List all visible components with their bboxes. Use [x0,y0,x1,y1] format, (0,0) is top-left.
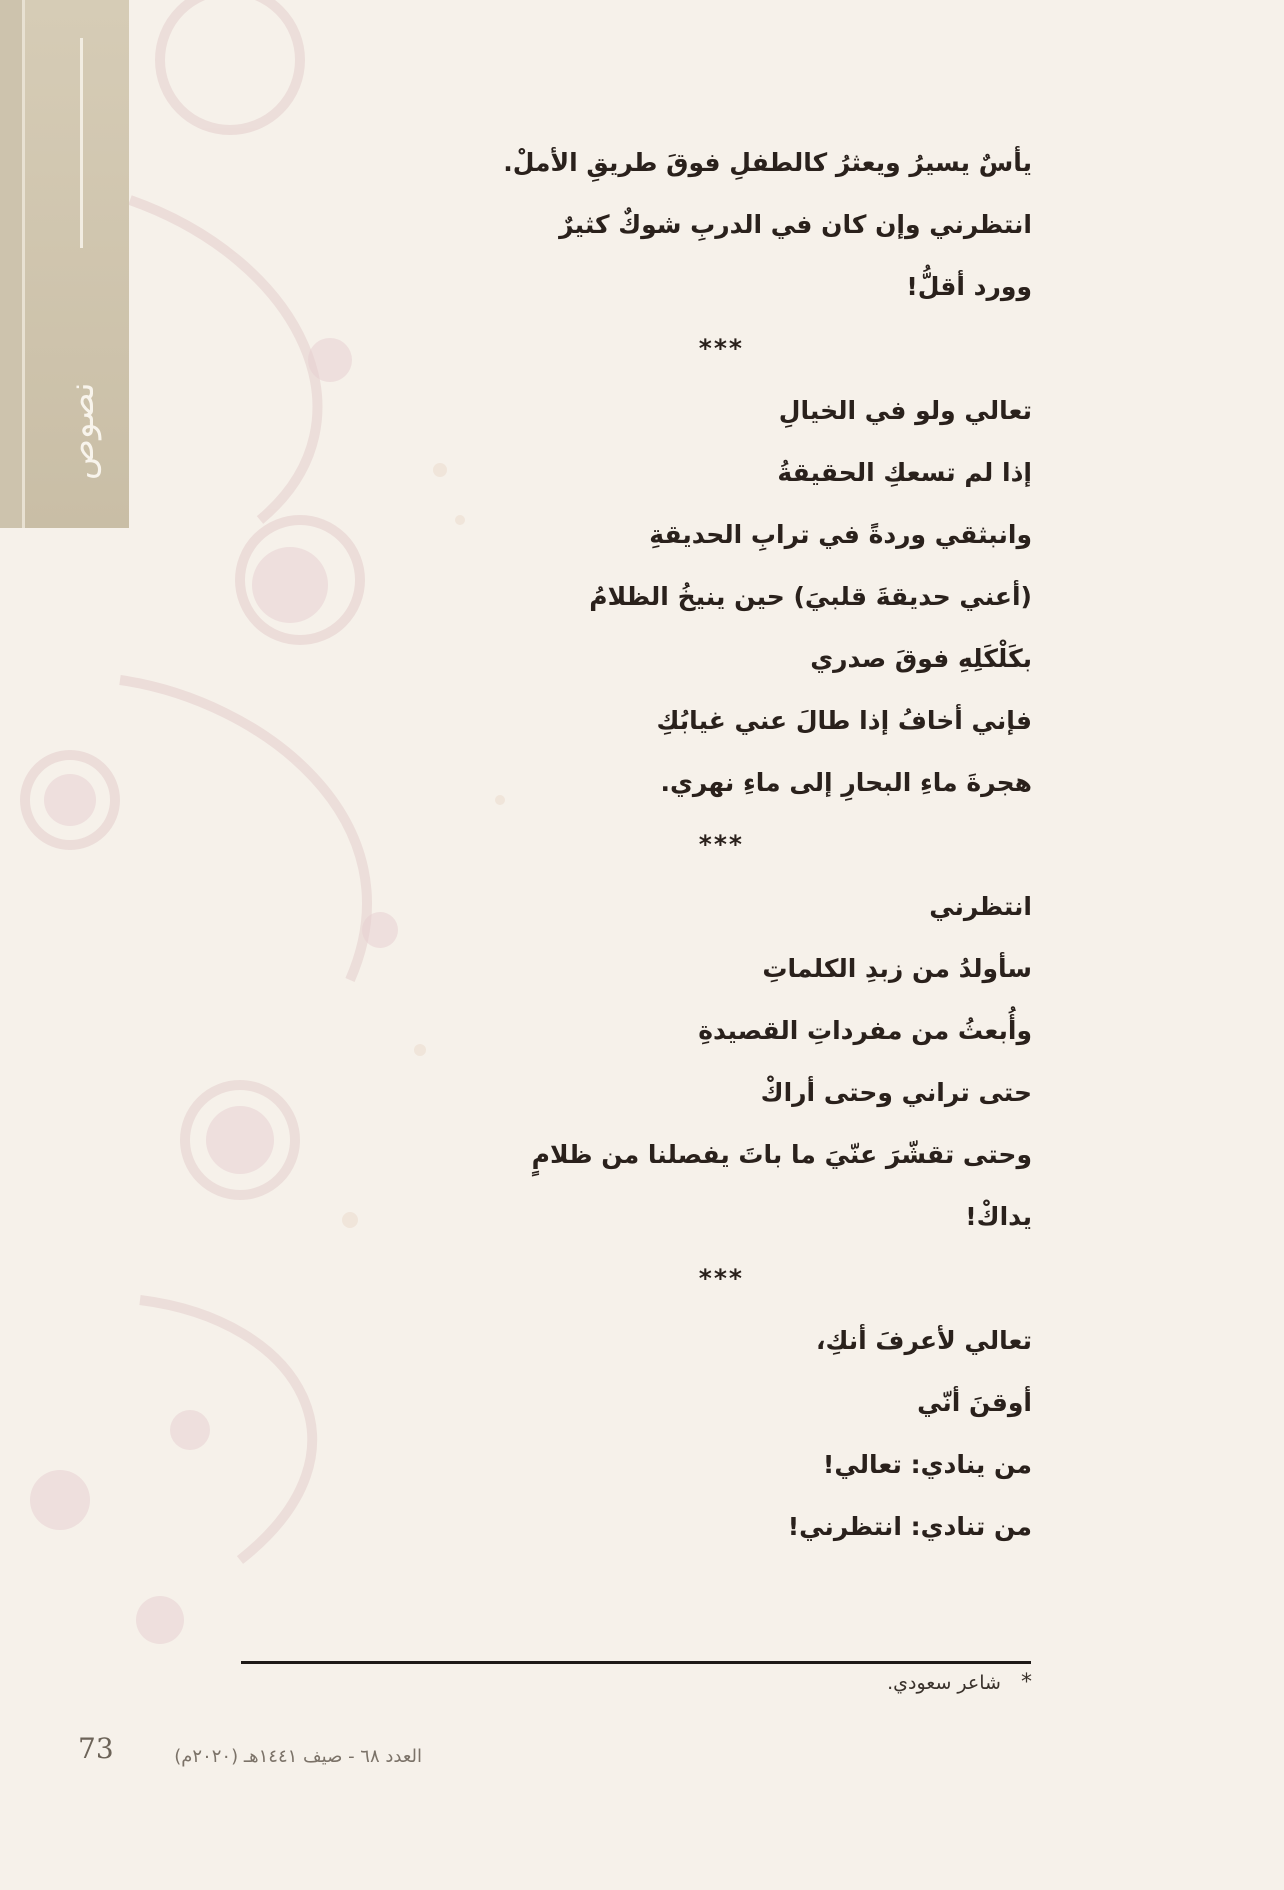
poem-line: وأُبعثُ من مفرداتِ القصيدةِ [698,1016,1032,1045]
poem-line: يداكْ! [965,1202,1032,1231]
poem-line: تعالي ولو في الخيالِ [778,396,1032,425]
poem-line: بكَلْكَلِهِ فوقَ صدري [810,644,1032,673]
poem-line: وانبثقي وردةً في ترابِ الحديقةِ [649,520,1032,549]
poem-line: من ينادي: تعالي! [822,1450,1032,1479]
poem-line: فإني أخافُ إذا طالَ عني غيابُكِ [656,706,1032,735]
poem-line: (أعني حديقةَ قلبيَ) حين ينيخُ الظلامُ [589,582,1032,611]
section-label [62,30,102,480]
poem-line: من تنادي: انتظرني! [787,1512,1032,1541]
stanza-separator: *** [698,1264,744,1293]
stanza-separator: *** [698,334,744,363]
stanza-separator: *** [698,830,744,859]
poem-line: وحتى تقشّرَ عنّيَ ما باتَ يفصلنا من ظلامٍ [531,1140,1032,1169]
poem-line: إذا لم تسعكِ الحقيقةُ [777,458,1032,487]
footnote [600,1670,1032,1695]
section-label-text: نصوص [62,382,102,480]
section-label-bar [81,38,84,248]
poem-body [500,132,1032,1558]
footnote-marker: * [1021,1670,1032,1695]
poem-line: وورد أقلُّ! [906,272,1032,301]
poem-line: تعالي لأعرفَ أنكِ، [816,1326,1032,1355]
poem-line: انتظرني وإن كان في الدربِ شوكٌ كثيرٌ [559,210,1032,239]
poem-line: حتى تراني وحتى أراكْ [760,1078,1032,1107]
footnote-text: شاعر سعودي. [887,1672,1001,1694]
poem-line: أوقنَ أنّي [917,1388,1032,1417]
poem-line: انتظرني [929,892,1032,921]
issue-info: العدد ٦٨ - صيف ١٤٤١هـ (٢٠٢٠م) [174,1746,422,1767]
page-number: 73 [78,1732,114,1765]
poem-line: سأولدُ من زبدِ الكلماتِ [762,954,1032,983]
poem-line: هجرةَ ماءِ البحارِ إلى ماءِ نهري. [660,768,1032,797]
footnote-divider [241,1661,1031,1664]
poem-line: يأسٌ يسيرُ ويعثرُ كالطفلِ فوقَ طريقِ الأملْ. [503,148,1032,177]
